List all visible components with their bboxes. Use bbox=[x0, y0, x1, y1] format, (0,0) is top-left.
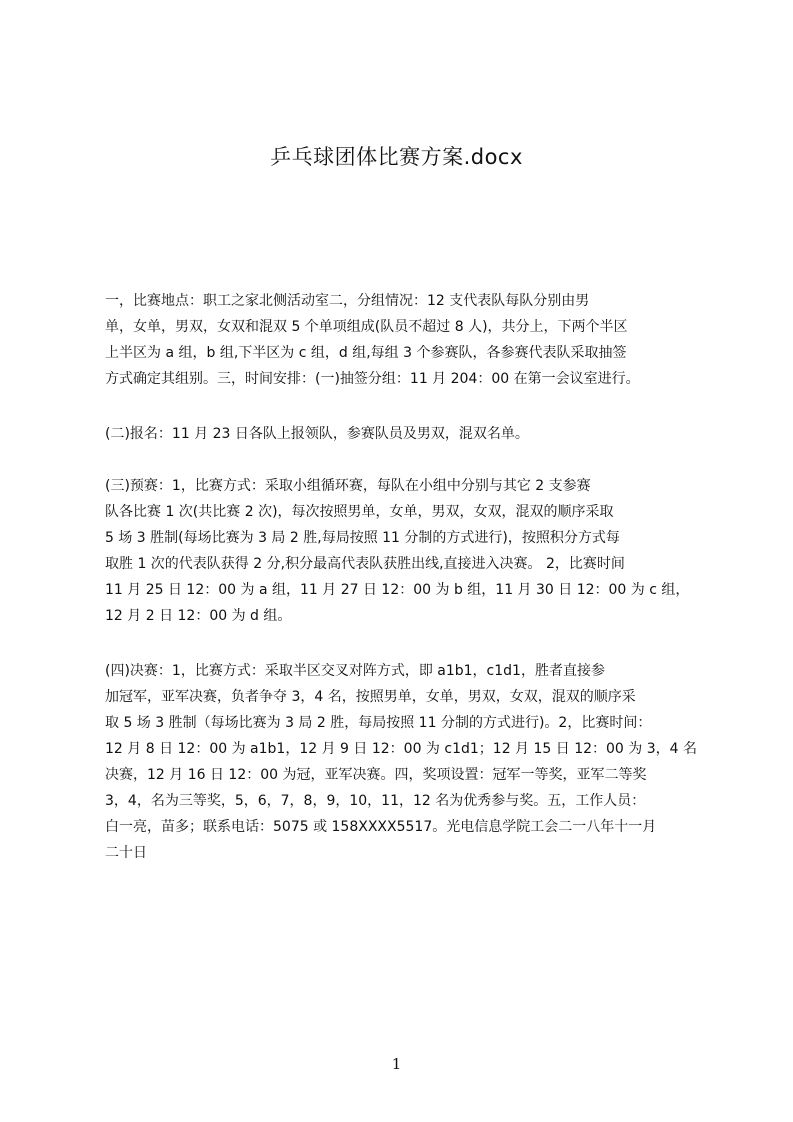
page-number: 1 bbox=[391, 1055, 402, 1073]
paragraph-line: 12 月 8 日 12：00 为 a1b1，12 月 9 日 12：00 为 c1d1；12 月 15 日 12：00 为 3，4 名 bbox=[105, 741, 698, 757]
paragraph-line: 白一亮，苗多；联系电话：5075 或 158XXXX5517。光电信息学院工会二一八年十一月 bbox=[105, 819, 657, 835]
paragraph-line: 二十日 bbox=[105, 845, 147, 861]
paragraph-line: (三)预赛：1，比赛方式：采取小组循环赛，每队在小组中分别与其它 2 支参赛 bbox=[105, 478, 591, 494]
document-title: 乒乓球团体比赛方案.docx bbox=[270, 145, 523, 169]
paragraph-line: (二)报名：11 月 23 日各队上报领队，参赛队员及男双，混双名单。 bbox=[105, 426, 529, 442]
paragraph-line: 队各比赛 1 次(共比赛 2 次)，每次按照男单，女单，男双，女双，混双的顺序采取 bbox=[105, 504, 614, 520]
paragraph-registration bbox=[105, 421, 698, 447]
paragraph-line: 11 月 25 日 12：00 为 a 组，11 月 27 日 12：00 为 b 组，11 月 30 日 12：00 为 c 组， bbox=[105, 582, 690, 598]
paragraph-line: 一，比赛地点：职工之家北侧活动室二，分组情况：12 支代表队每队分别由男 bbox=[105, 293, 590, 309]
paragraph-line: 单，女单，男双，女双和混双 5 个单项组成(队员不超过 8 人)，共分上，下两个半区 bbox=[105, 319, 628, 335]
paragraph-line: 12 月 2 日 12：00 为 d 组。 bbox=[105, 608, 292, 624]
paragraph-line: 取胜 1 次的代表队获得 2 分,积分最高代表队获胜出线,直接进入决赛。 2，比赛时间 bbox=[105, 556, 625, 572]
paragraph-line: 上半区为 a 组，b 组,下半区为 c 组，d 组,每组 3 个参赛队，各参赛代表队采取抽签 bbox=[105, 345, 627, 361]
paragraph-line: 决赛，12 月 16 日 12：00 为冠，亚军决赛。四，奖项设置：冠军一等奖，亚军二等奖 bbox=[105, 767, 647, 783]
paragraph-finals-awards-staff bbox=[105, 658, 698, 866]
paragraph-line: (四)决赛：1，比赛方式：采取半区交叉对阵方式，即 a1b1，c1d1，胜者直接参 bbox=[105, 663, 605, 679]
paragraph-line: 取 5 场 3 胜制（每场比赛为 3 局 2 胜，每局按照 11 分制的方式进行)。2，比赛时间： bbox=[105, 715, 652, 731]
paragraph-line: 5 场 3 胜制(每场比赛为 3 局 2 胜,每局按照 11 分制的方式进行)，按照积分方式每 bbox=[105, 530, 620, 546]
paragraph-venue-grouping-schedule bbox=[105, 288, 698, 392]
paragraph-line: 加冠军，亚军决赛，负者争夺 3，4 名，按照男单，女单，男双，女双，混双的顺序采 bbox=[105, 689, 636, 705]
paragraph-preliminaries bbox=[105, 473, 698, 629]
paragraph-line: 3，4，名为三等奖，5，6，7，8，9，10，11，12 名为优秀参与奖。五，工作人员： bbox=[105, 793, 646, 809]
paragraph-line: 方式确定其组别。三，时间安排：(一)抽签分组：11 月 204：00 在第一会议室进行。 bbox=[105, 371, 640, 387]
